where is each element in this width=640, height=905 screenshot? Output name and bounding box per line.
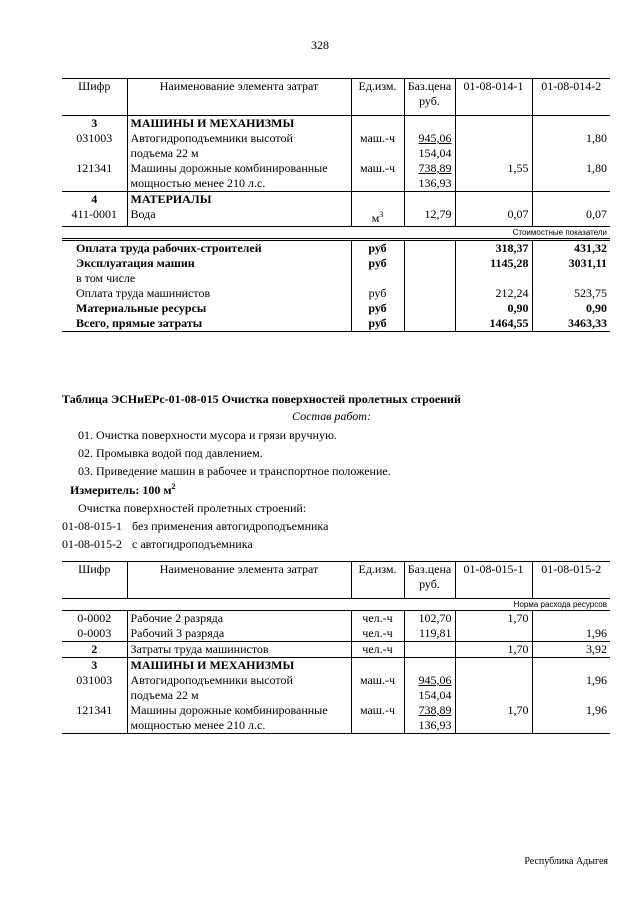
option-line: 01-08-015-1 без применения автогидроподъемника <box>62 519 329 533</box>
measurement-unit: Измеритель: 100 $м^2$ <box>70 482 176 497</box>
header-code: Шифр <box>62 79 127 116</box>
summary-row: Материальные ресурсы руб 0,90 0,90 <box>62 301 610 316</box>
table-header-row <box>62 562 610 599</box>
header-price: Баз.цена руб. <box>404 562 455 599</box>
table-row: 411-0001 Вода $м^3$ 12,79 0,07 0,07 <box>62 207 610 227</box>
header-col1: 01-08-015-1 <box>455 562 532 599</box>
section-row: 3 МАШИНЫ И МЕХАНИЗМЫ <box>62 658 610 674</box>
option-line: 01-08-015-2 с автогидроподъемника <box>62 537 253 551</box>
header-col2: 01-08-014-2 <box>532 79 610 116</box>
footer-region: Республика Адыгея <box>524 856 608 867</box>
header-code: Шифр <box>62 562 127 599</box>
table-title: Таблица ЭСНиЕРс-01-08-015 Очистка поверхностей пролетных строений <box>62 392 461 406</box>
note-row: Норма расхода ресурсов <box>513 600 607 609</box>
table-row: 031003 Автогидроподъемники высотой подъема 22 м маш.-ч 945,06 154,04 1,80 <box>62 131 610 161</box>
summary-row: Эксплуатация машин руб 1145,28 3031,11 <box>62 256 610 271</box>
resource-table-1 <box>62 78 610 332</box>
summary-row: Оплата труда машинистов руб 212,24 523,75 <box>62 286 610 301</box>
table-row: 0-0003 Рабочий 3 разряда чел.-ч 119,81 1,96 <box>62 626 610 642</box>
header-unit: Ед.изм. <box>351 562 404 599</box>
work-step: 01. Очистка поверхности мусора и грязи вручную. <box>78 428 337 442</box>
header-name: Наименование элемента затрат <box>127 79 351 116</box>
table-row: 2 Затраты труда машинистов чел.-ч 1,70 3,92 <box>62 642 610 658</box>
work-step: 02. Промывка водой под давлением. <box>78 446 263 460</box>
table-row: 031003 Автогидроподъемники высотой подъема 22 м маш.-ч 945,06 154,04 1,96 <box>62 673 610 703</box>
header-price: Баз.цена руб. <box>404 79 455 116</box>
header-name: Наименование элемента затрат <box>127 562 351 599</box>
section-row: 4 МАТЕРИАЛЫ <box>62 192 610 208</box>
work-step: 03. Приведение машин в рабочее и транспортное положение. <box>78 464 391 478</box>
table-row: 0-0002 Рабочие 2 разряда чел.-ч 102,70 1,70 <box>62 611 610 627</box>
section-row: 3 МАШИНЫ И МЕХАНИЗМЫ <box>62 116 610 132</box>
page-number: 328 <box>311 38 329 52</box>
summary-row: Всего, прямые затраты руб 1464,55 3463,33 <box>62 316 610 332</box>
header-col1: 01-08-014-1 <box>455 79 532 116</box>
table-row: 121341 Машины дорожные комбинированные мощностью менее 210 л.с. маш.-ч 738,89 136,93 1,55 1,80 <box>62 161 610 192</box>
summary-row: в том числе <box>62 271 610 286</box>
note-row: Стоимостные показатели <box>62 227 610 240</box>
resource-table-2 <box>62 561 610 734</box>
table-header-row <box>62 79 610 116</box>
work-composition-heading: Состав работ: <box>292 409 371 423</box>
options-intro: Очистка поверхностей пролетных строений: <box>78 501 307 515</box>
header-col2: 01-08-015-2 <box>532 562 610 599</box>
summary-row: Оплата труда рабочих-строителей руб 318,37 431,32 <box>62 240 610 257</box>
header-unit: Ед.изм. <box>351 79 404 116</box>
table-row: 121341 Машины дорожные комбинированные мощностью менее 210 л.с. маш.-ч 738,89 136,93 1,70 1,96 <box>62 703 610 734</box>
